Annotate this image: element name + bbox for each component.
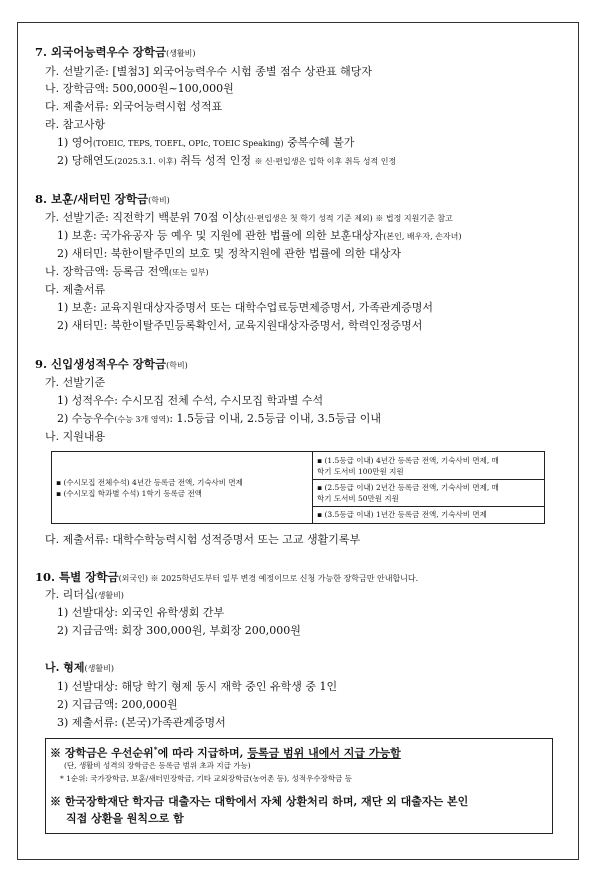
- section-8-title: 8. 보훈/새터민 장학금(학비): [35, 192, 170, 206]
- support-right-2-line-1: ▪ (2.5등급 이내) 2년간 등록금 전액, 기숙사비 면제, 매: [317, 483, 499, 492]
- section-9-title: 9. 신입생성적우수 장학금(학비): [35, 357, 188, 371]
- support-right-1-line-2: 학기 도서비 100만원 지원: [317, 467, 404, 476]
- s10-leadership-2: 2) 지급금액: 회장 300,000원, 부회장 200,000원: [57, 624, 301, 637]
- section-7-title: 7. 외국어능력우수 장학금(생활비): [35, 45, 196, 59]
- s10-sibling-2: 2) 지급금액: 200,000원: [57, 698, 178, 711]
- s8-documents-2: 2) 새터민: 북한이탈주민등록확인서, 교육지원대상자증명서, 학력인정증명서: [57, 319, 423, 332]
- s7-documents: 다. 제출서류: 외국어능력시험 성적표: [45, 100, 223, 113]
- note-1: ※ 장학금은 우선순위*에 따라 지급하며, 등록금 범위 내에서 지급 가능함: [50, 745, 401, 760]
- s8-criteria: 가. 선발기준: 직전학기 백분위 70점 이상(신·편입생은 첫 학기 성적 기준 제외) ※ 법정 지원기준 참고: [45, 211, 453, 224]
- note-1-sub: (단, 생활비 성격의 장학금은 등록금 범위 초과 지급 가능): [64, 761, 251, 770]
- note-2-line-2: 직접 상환을 원칙으로 함: [66, 812, 184, 825]
- s10-sibling-3: 3) 제출서류: (본국)가족관계증명서: [57, 716, 226, 729]
- s7-amount: 나. 장학금액: 500,000원~100,000원: [45, 82, 234, 95]
- s9-support-heading: 나. 지원내용: [45, 430, 106, 443]
- note-1-priority: * 1순위: 국가장학금, 보훈/새터민장학금, 기타 교외장학금(농어촌 등), 성적우수장학금 등: [60, 774, 352, 783]
- s9-criteria-1: 1) 성적우수: 수시모집 전체 수석, 수시모집 학과별 수석: [57, 394, 324, 407]
- support-right-2-line-2: 학기 도서비 50만원 지원: [317, 494, 399, 503]
- s8-amount: 나. 장학금액: 등록금 전액(또는 일부): [45, 265, 209, 278]
- s7-note-1: 1) 영어(TOEIC, TEPS, TOEFL, OPIc, TOEIC Speaking) 중복수혜 불가: [57, 136, 355, 149]
- s9-criteria-2: 2) 수능우수(수능 3개 영역): 1.5등급 이내, 2.5등급 이내, 3.5등급 이내: [57, 412, 382, 425]
- s7-notes-heading: 라. 참고사항: [45, 118, 106, 131]
- s7-note-2: 2) 당해연도(2025.3.1. 이후) 취득 성적 인정 ※ 신·편입생은 입학 이후 취득 성적 인정: [57, 154, 397, 167]
- s10-leadership-title: 가. 리더십(생활비): [45, 588, 124, 601]
- support-table-left: [52, 452, 313, 524]
- s9-criteria: 가. 선발기준: [45, 376, 106, 389]
- s10-sibling-1: 1) 선발대상: 해당 학기 형제 동시 재학 중인 유학생 중 1인: [57, 680, 338, 693]
- support-right-2: [313, 480, 544, 507]
- support-right-3: [313, 507, 544, 522]
- s7-criteria: 가. 선발기준: [별첨3] 외국어능력우수 시험 종별 점수 상관표 해당자: [45, 65, 373, 78]
- support-right-1-line-1: ▪ (1.5등급 이내) 4년간 등록금 전액, 기숙사비 면제, 매: [317, 456, 499, 465]
- support-left-1: ▪ (수시모집 전체수석) 4년간 등록금 전액, 기숙사비 면제: [56, 477, 243, 487]
- support-right-3-line-1: ▪ (3.5등급 이내) 1년간 등록금 전액, 기숙사비 면제: [317, 510, 487, 519]
- support-table: [51, 451, 545, 524]
- s8-documents: 다. 제출서류: [45, 283, 106, 296]
- s10-leadership-1: 1) 선발대상: 외국인 유학생회 간부: [57, 606, 225, 619]
- s9-documents: 다. 제출서류: 대학수학능력시험 성적증명서 또는 고교 생활기록부: [45, 533, 361, 546]
- section-10-title: 10. 특별 장학금(외국인) ※ 2025학년도부터 일부 변경 예정이므로 신청 가능한 장학금만 안내합니다.: [35, 570, 419, 584]
- s10-sibling-title: 나. 형제(생활비): [45, 661, 114, 674]
- support-right-1: [313, 453, 544, 480]
- s8-criteria-2: 2) 새터민: 북한이탈주민의 보호 및 정착지원에 관한 법률에 의한 대상자: [57, 247, 401, 260]
- note-2-line-1: ※ 한국장학재단 학자금 대출자는 대학에서 자체 상환처리 하며, 재단 외 대출자는 본인: [50, 795, 469, 808]
- support-table-right: [313, 452, 545, 524]
- s8-documents-1: 1) 보훈: 교육지원대상자증명서 또는 대학수업료등면제증명서, 가족관계증명서: [57, 301, 434, 314]
- s8-criteria-1: 1) 보훈: 국가유공자 등 예우 및 지원에 관한 법률에 의한 보훈대상자(본인, 배우자, 손자녀): [57, 229, 462, 242]
- support-left-2: ▪ (수시모집 학과별 수석) 1학기 등록금 전액: [56, 488, 202, 498]
